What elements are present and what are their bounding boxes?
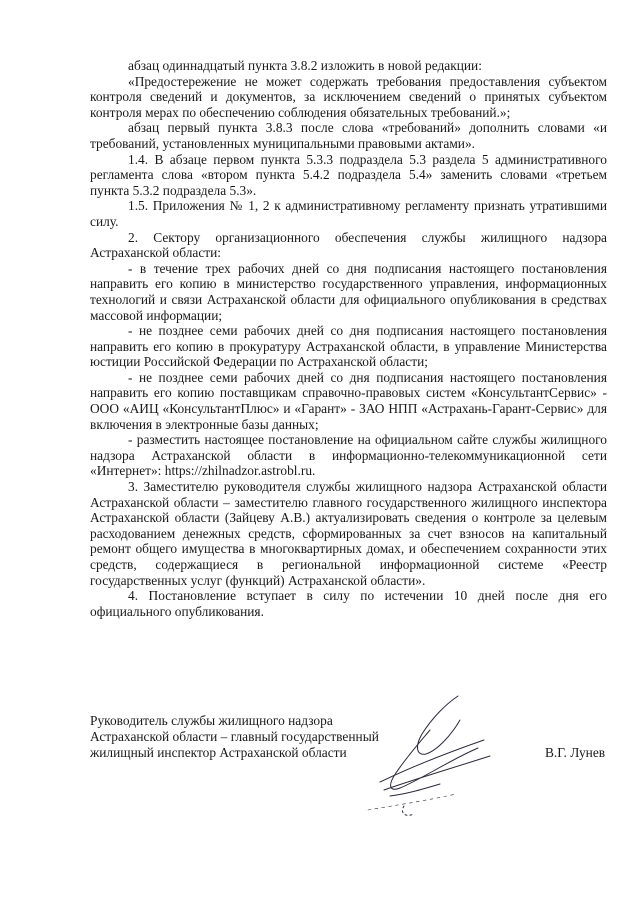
paragraph-1: абзац одиннадцатый пункта 3.8.2 изложить в новой редакции: xyxy=(128,58,482,73)
paragraph-6: 2. Сектору организационного обеспечения службы жилищного надзора Астраханской области: xyxy=(90,229,607,261)
paragraph-8: - не позднее семи рабочих дней со дня подписания настоящего постановления направить его копию в прокуратуру Астраханской области, в управление Министерства юстиции Российской Федерации по Астраханской области; xyxy=(90,323,607,370)
paragraph-5: 1.5. Приложения № 1, 2 к административному регламенту признать утратившими силу. xyxy=(90,198,607,229)
signatory-name: В.Г. Лунев xyxy=(545,745,606,760)
document-body xyxy=(90,58,607,619)
paragraph-12: 4. Постановление вступает в силу по истечении 10 дней после дня его официального опубликования. xyxy=(90,588,607,619)
paragraph-9: - не позднее семи рабочих дней со дня подписания настоящего постановления направить его копию поставщикам справочно-правовых систем «КонсультантСервис» - ООО «АИЦ «КонсультантПлюс» и «Гарант» - ЗАО НПП «Астрахань-Гарант-Сервис» для включения в электронные базы данных; xyxy=(90,369,607,432)
paragraph-2: «Предостережение не может содержать требования предоставления субъектом контроля сведений и документов, за исключением сведений о принятых субъектом контроля мерах по обеспечению соблюдения обязательных требований.»; xyxy=(90,73,607,120)
paragraph-3: абзац первый пункта 3.8.3 после слова «требований» дополнить словами «и требований, установленных муниципальными правовыми актами». xyxy=(90,120,607,151)
signatory-line-1: Руководитель службы жилищного надзора xyxy=(90,713,333,728)
handwritten-signature xyxy=(360,690,500,825)
paragraph-4: 1.4. В абзаце первом пункта 5.3.3 подраздела 5.3 раздела 5 административного регламента слова «втором пункта 5.4.2 подраздела 5.4» заменить словами «третьем пункта 5.3.2 подраздела 5.3». xyxy=(90,151,607,198)
signatory-line-2: Астраханской области – главный государственный xyxy=(90,728,379,744)
paragraph-7: - в течение трех рабочих дней со дня подписания настоящего постановления направить его копию в министерство государственного управления, информационных технологий и связи Астраханской области для официального опубликования в средствах массовой информации; xyxy=(90,260,607,323)
paragraph-11: 3. Заместителю руководителя службы жилищного надзора Астраханской области Астраханской области – заместителю главного государственного жилищного инспектора Астраханской области (Зайцеву А.В.) актуализировать сведения о контроле за целевым расходованием денежных средств, сформированных за счет взносов на капитальный ремонт общего имущества в многоквартирных домах, и обеспечением сохранности этих средств, содержащиеся в региональной информационной системе «Реестр государственных услуг (функций) Астраханской области». xyxy=(90,479,607,588)
signatory-line-3: жилищный инспектор Астраханской области xyxy=(90,744,347,760)
paragraph-10: - разместить настоящее постановление на официальном сайте службы жилищного надзора Астраханской области в информационно-телекоммуникационной сети «Интернет»: https://zhilnadzor.astrobl.ru. xyxy=(90,432,607,479)
